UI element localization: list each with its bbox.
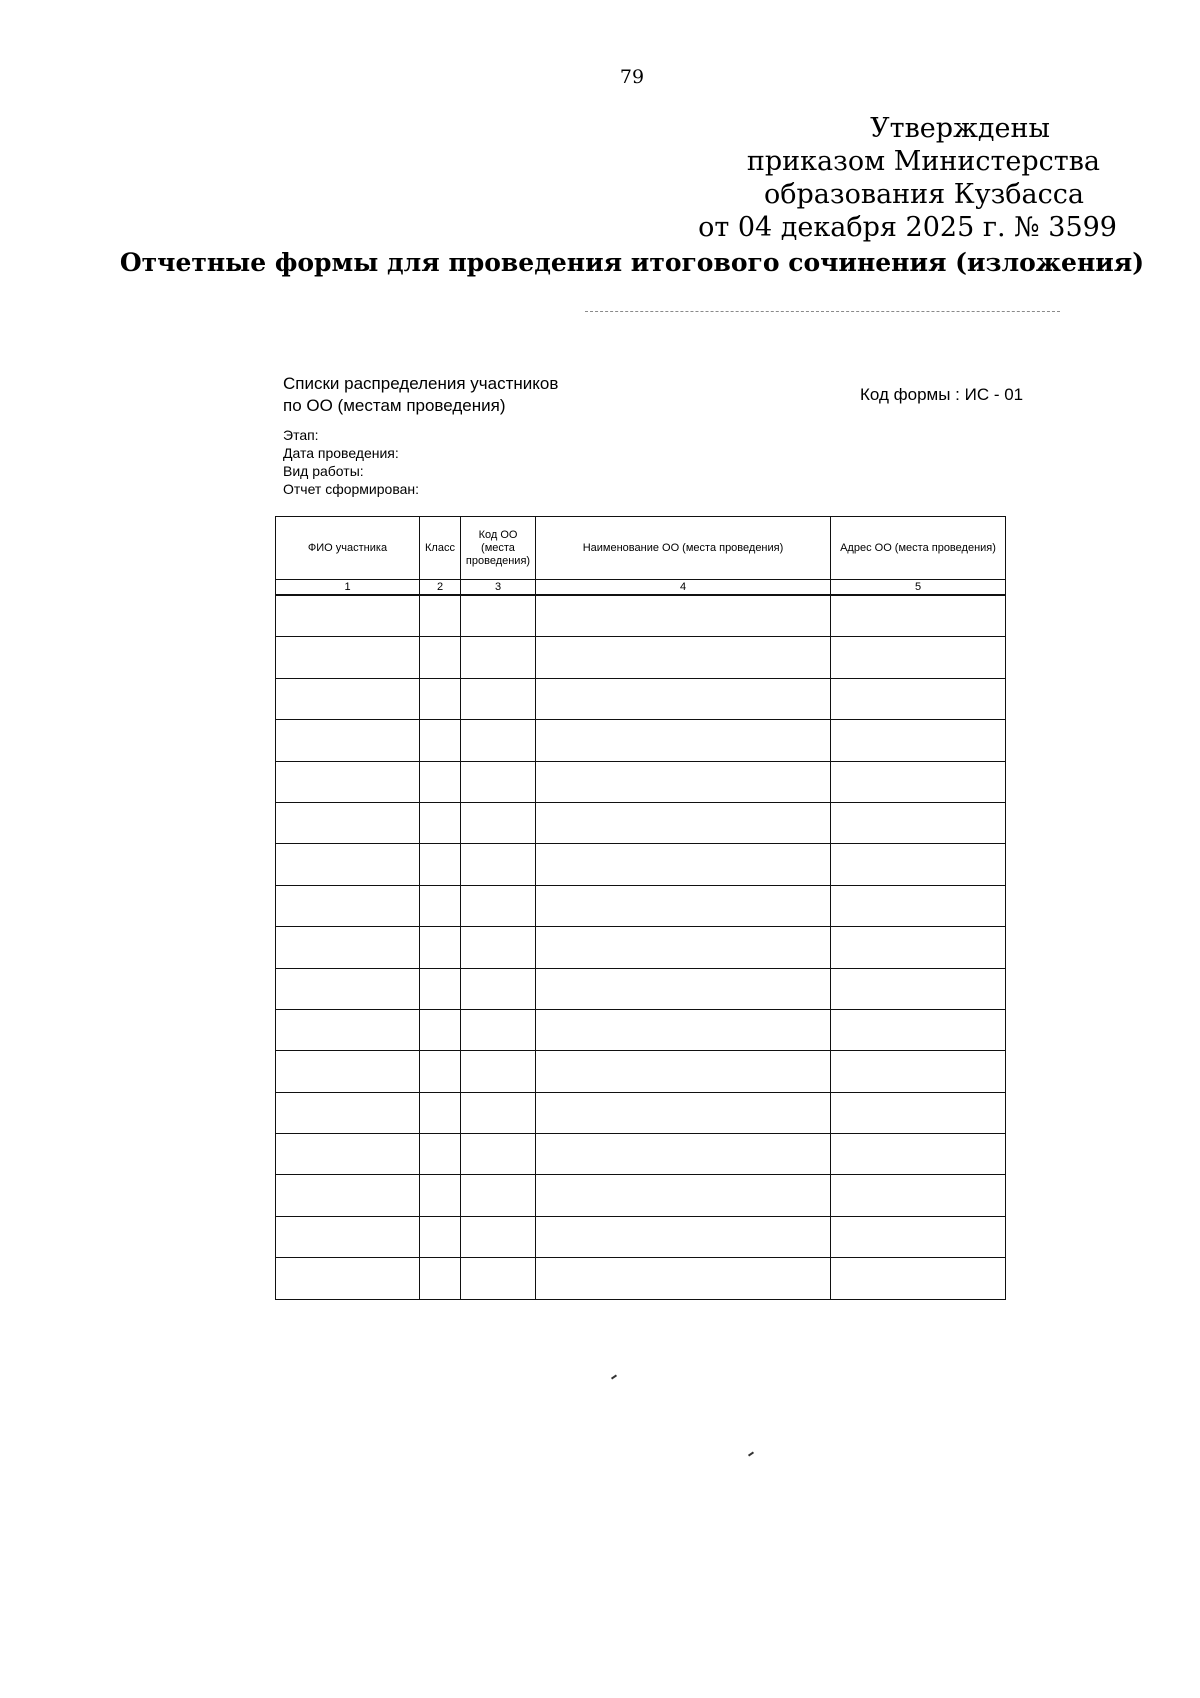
column-number-row [276, 580, 1006, 596]
cell-school-name [536, 1051, 831, 1092]
form-heading-line-1: Списки распределения участников [283, 374, 559, 393]
cell-school-name [536, 927, 831, 968]
header-class: Класс [420, 517, 461, 580]
header-school-address: Адрес ОО (места проведения) [831, 517, 1006, 580]
cell-school-address [831, 968, 1006, 1009]
cell-school-address [831, 761, 1006, 802]
form-code: Код формы : ИС - 01 [860, 385, 1024, 404]
cell-school-name [536, 678, 831, 719]
cell-school-code [461, 761, 536, 802]
cell-school-name [536, 1134, 831, 1175]
cell-class [420, 1009, 461, 1050]
cell-participant-name [276, 1051, 420, 1092]
header-school-code: Код ОО (места проведения) [461, 517, 536, 580]
cell-class [420, 1175, 461, 1216]
table-row [276, 761, 1006, 802]
cell-school-address [831, 885, 1006, 926]
table-row [276, 637, 1006, 678]
approval-line-4: от 04 декабря 2025 г. № 3599 [698, 212, 1117, 243]
cell-school-code [461, 1009, 536, 1050]
cell-school-name [536, 637, 831, 678]
table-header-row [276, 517, 1006, 580]
cell-school-address [831, 927, 1006, 968]
cell-school-code [461, 885, 536, 926]
cell-school-address [831, 1092, 1006, 1133]
column-number: 4 [536, 580, 831, 596]
cell-school-code [461, 595, 536, 637]
cell-participant-name [276, 595, 420, 637]
form-meta [283, 426, 419, 498]
cell-class [420, 1216, 461, 1257]
cell-participant-name [276, 1258, 420, 1299]
column-number: 5 [831, 580, 1006, 596]
column-number: 2 [420, 580, 461, 596]
cell-school-address [831, 678, 1006, 719]
table-row [276, 1051, 1006, 1092]
table-row [276, 595, 1006, 637]
cell-school-code [461, 1051, 536, 1092]
table-row [276, 885, 1006, 926]
cell-class [420, 1258, 461, 1299]
cell-participant-name [276, 968, 420, 1009]
cell-class [420, 720, 461, 761]
cell-school-code [461, 927, 536, 968]
cell-class [420, 1092, 461, 1133]
table-row [276, 1134, 1006, 1175]
cell-participant-name [276, 1092, 420, 1133]
scan-speck [748, 1451, 754, 1456]
cell-participant-name [276, 1175, 420, 1216]
cell-participant-name [276, 1216, 420, 1257]
cell-school-name [536, 1258, 831, 1299]
cell-school-code [461, 1175, 536, 1216]
cell-school-name [536, 885, 831, 926]
cell-participant-name [276, 802, 420, 843]
column-number: 1 [276, 580, 420, 596]
table-row [276, 927, 1006, 968]
cell-school-code [461, 802, 536, 843]
cell-school-address [831, 1134, 1006, 1175]
cell-school-address [831, 637, 1006, 678]
cell-school-name [536, 1175, 831, 1216]
cell-class [420, 678, 461, 719]
approval-line-1: Утверждены [870, 113, 1050, 144]
approval-block [597, 112, 1117, 244]
cell-school-address [831, 1051, 1006, 1092]
meta-date: Дата проведения: [283, 445, 399, 461]
cell-participant-name [276, 1134, 420, 1175]
meta-work-type: Вид работы: [283, 463, 364, 479]
header-school-name: Наименование ОО (места проведения) [536, 517, 831, 580]
table-row [276, 1216, 1006, 1257]
cell-school-code [461, 720, 536, 761]
cell-class [420, 844, 461, 885]
cell-school-code [461, 968, 536, 1009]
table-row [276, 802, 1006, 843]
cell-school-name [536, 1092, 831, 1133]
cell-class [420, 885, 461, 926]
approval-line-2: приказом Министерства [746, 146, 1100, 177]
cell-class [420, 1051, 461, 1092]
cell-school-address [831, 1216, 1006, 1257]
cell-school-code [461, 844, 536, 885]
column-number: 3 [461, 580, 536, 596]
cell-school-code [461, 1134, 536, 1175]
cell-participant-name [276, 1009, 420, 1050]
cell-school-code [461, 678, 536, 719]
cell-class [420, 761, 461, 802]
cell-school-name [536, 802, 831, 843]
form-heading-line-2: по ОО (местам проведения) [283, 396, 506, 415]
cell-school-address [831, 844, 1006, 885]
table-row [276, 1175, 1006, 1216]
cell-class [420, 927, 461, 968]
cell-school-name [536, 1216, 831, 1257]
cell-school-name [536, 761, 831, 802]
table-row [276, 720, 1006, 761]
cell-class [420, 1134, 461, 1175]
scan-speck [611, 1374, 617, 1379]
meta-generated: Отчет сформирован: [283, 481, 420, 497]
cell-school-name [536, 720, 831, 761]
table-row [276, 968, 1006, 1009]
cell-class [420, 968, 461, 1009]
cell-school-code [461, 1216, 536, 1257]
cell-school-name [536, 1009, 831, 1050]
cell-school-address [831, 1175, 1006, 1216]
cell-school-code [461, 637, 536, 678]
cell-school-address [831, 720, 1006, 761]
cell-school-address [831, 595, 1006, 637]
cell-participant-name [276, 761, 420, 802]
table-row [276, 1092, 1006, 1133]
header-participant-name: ФИО участника [276, 517, 420, 580]
table-row [276, 1258, 1006, 1299]
cell-participant-name [276, 844, 420, 885]
cell-participant-name [276, 720, 420, 761]
cell-school-name [536, 968, 831, 1009]
form-heading [283, 373, 558, 417]
report-table [275, 516, 1006, 1300]
table-row [276, 1009, 1006, 1050]
cell-school-code [461, 1092, 536, 1133]
table-row [276, 844, 1006, 885]
scan-artifact-line [585, 311, 1060, 312]
cell-school-address [831, 1009, 1006, 1050]
approval-line-3: образования Кузбасса [764, 179, 1084, 210]
cell-school-name [536, 844, 831, 885]
cell-school-code [461, 1258, 536, 1299]
cell-participant-name [276, 927, 420, 968]
cell-school-address [831, 802, 1006, 843]
cell-class [420, 595, 461, 637]
meta-stage: Этап: [283, 427, 319, 443]
cell-class [420, 637, 461, 678]
document-title: Отчетные формы для проведения итогового сочинения (изложения) [119, 248, 1145, 277]
cell-participant-name [276, 885, 420, 926]
page-number: 79 [619, 66, 645, 88]
cell-school-address [831, 1258, 1006, 1299]
cell-class [420, 802, 461, 843]
cell-participant-name [276, 678, 420, 719]
table-row [276, 678, 1006, 719]
cell-school-name [536, 595, 831, 637]
cell-participant-name [276, 637, 420, 678]
